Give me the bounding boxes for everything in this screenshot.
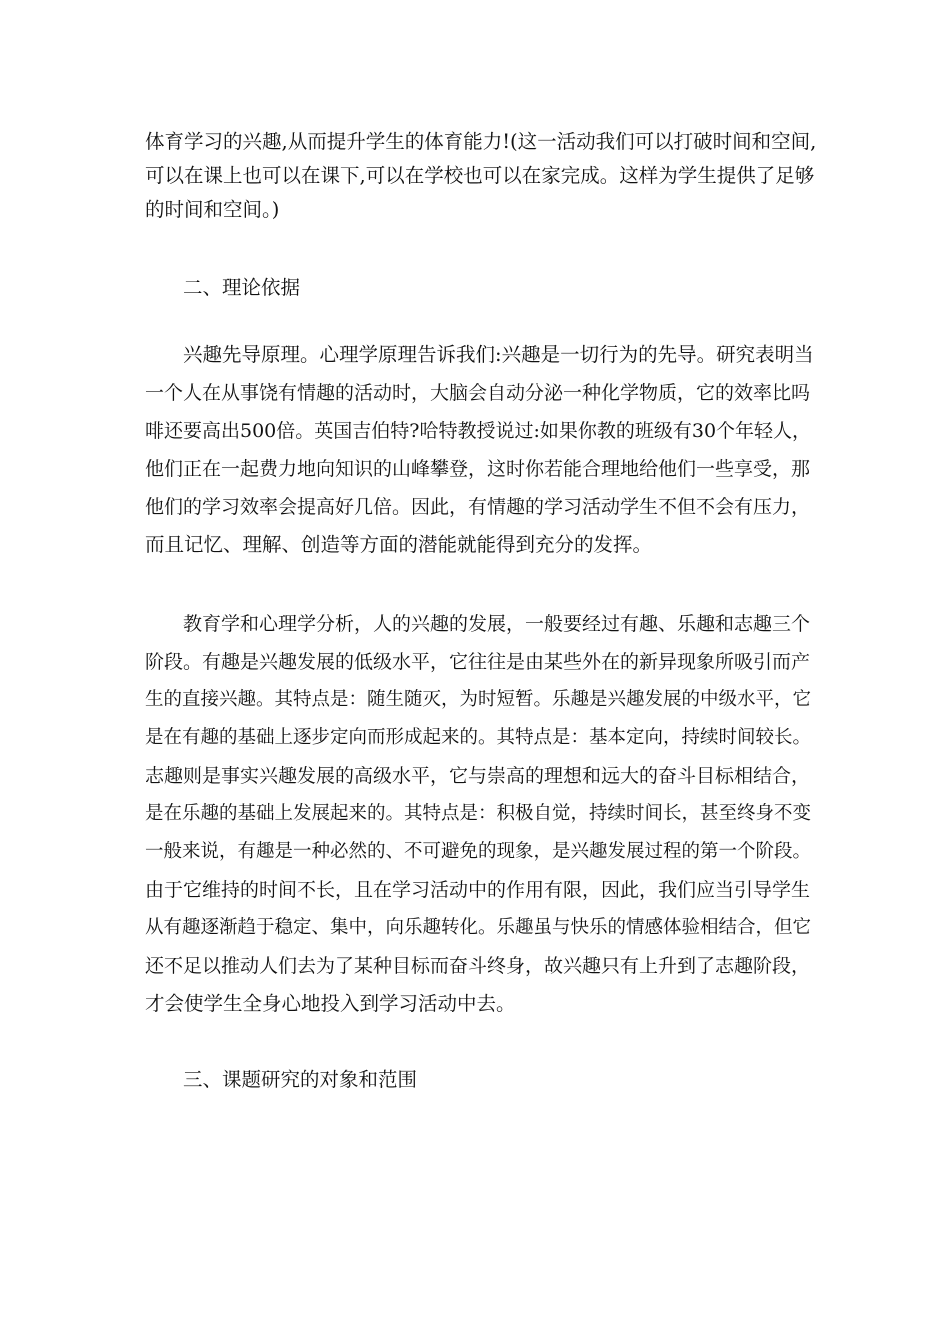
text-line: 阶段。有趣是兴趣发展的低级水平，它往往是由某些外在的新异现象所吸引而产 — [145, 651, 811, 673]
text-line: 生的直接兴趣。其特点是：随生随灭，为时短暂。乐趣是兴趣发展的中级水平，它 — [145, 689, 812, 710]
section-heading: 二、理论依据 — [183, 276, 301, 299]
text-line: 一个人在从事饶有情趣的活动时，大脑会自动分泌一种化学物质，它的效率比吗 — [145, 382, 811, 404]
text-line: 体育学习的兴趣,从而提升学生的体育能力!(这一活动我们可以打破时间和空间, — [145, 130, 817, 153]
text-line: 的时间和空间。) — [145, 198, 280, 221]
text-line: 教育学和心理学分析，人的兴趣的发展，一般要经过有趣、乐趣和志趣三个 — [183, 613, 811, 635]
text-line: 才会使学生全身心地投入到学习活动中去。 — [145, 992, 516, 1015]
section-heading: 三、课题研究的对象和范围 — [183, 1068, 418, 1091]
text-line: 他们正在一起费力地向知识的山峰攀登，这时你若能合理地给他们一些享受，那 — [145, 458, 811, 480]
text-line: 由于它维持的时间不长，且在学习活动中的作用有限，因此，我们应当引导学生 — [145, 879, 811, 901]
text-line: 是在有趣的基础上逐步定向而形成起来的。其特点是：基本定向，持续时间较长。 — [145, 727, 812, 748]
text-line: 而且记忆、理解、创造等方面的潜能就能得到充分的发挥。 — [145, 533, 653, 556]
text-line: 兴趣先导原理。心理学原理告诉我们:兴趣是一切行为的先导。研究表明当 — [183, 343, 814, 366]
text-line: 还不足以推动人们去为了某种目标而奋斗终身，故兴趣只有上升到了志趣阶段， — [145, 955, 811, 977]
text-line: 一般来说，有趣是一种必然的、不可避免的现象，是兴趣发展过程的第一个阶段。 — [145, 841, 812, 862]
text-line: 志趣则是事实兴趣发展的高级水平，它与崇高的理想和远大的奋斗目标相结合， — [145, 765, 811, 787]
text-line: 可以在课上也可以在课下,可以在学校也可以在家完成。这样为学生提供了足够 — [145, 164, 815, 187]
text-line: 他们的学习效率会提高好几倍。因此，有情趣的学习活动学生不但不会有压力， — [145, 496, 811, 518]
text-line: 从有趣逐渐趋于稳定、集中，向乐趣转化。乐趣虽与快乐的情感体验相结合，但它 — [145, 917, 812, 938]
text-line: 啡还要高出500倍。英国吉伯特?哈特教授说过:如果你教的班级有30个年轻人， — [145, 420, 812, 442]
text-line: 是在乐趣的基础上发展起来的。其特点是：积极自觉，持续时间长，甚至终身不变 — [145, 803, 812, 824]
